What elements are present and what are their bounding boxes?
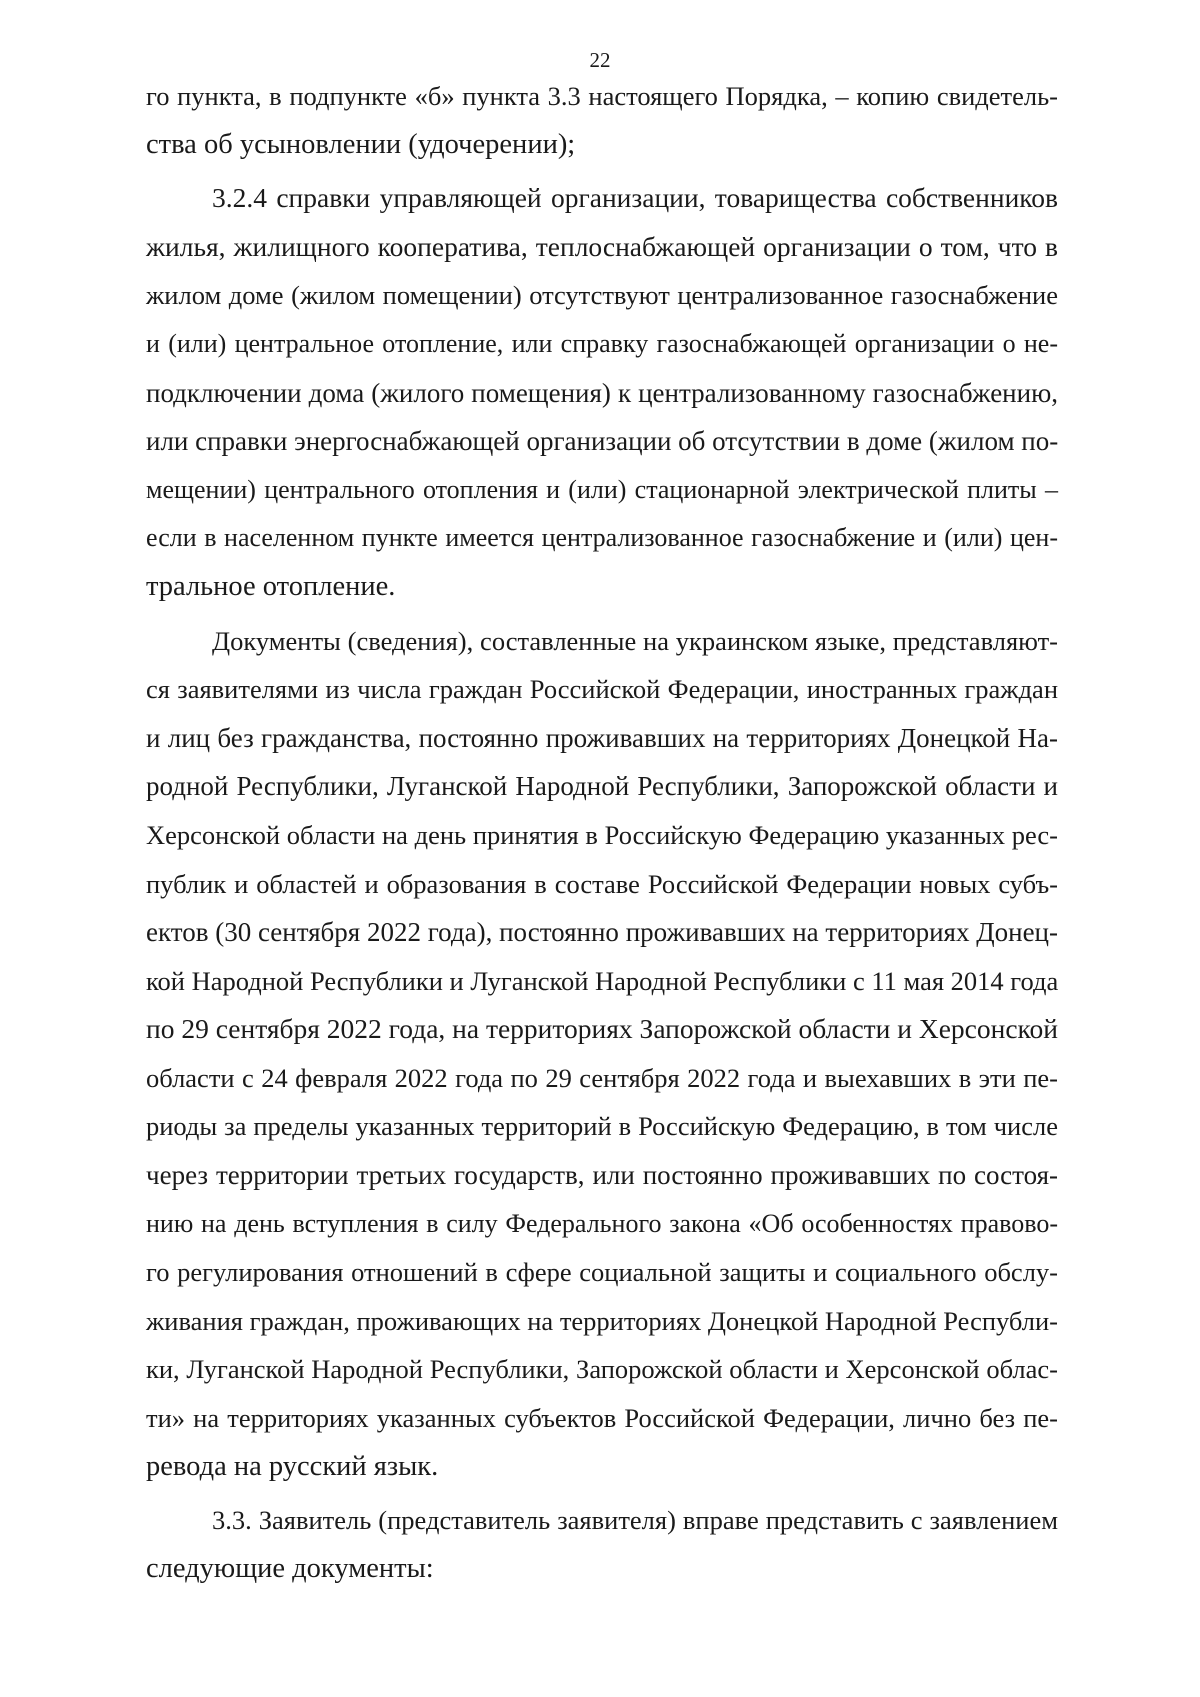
paragraph-3-3: [146, 1496, 1058, 1593]
text-line: ся заявителями из числа граждан Российской Федерации, иностранных граждан: [146, 674, 1058, 705]
text-line: мещении) центрального отопления и (или) стационарной электрической плиты –: [146, 474, 1058, 504]
text-line: жилья, жилищного кооператива, теплоснабжающей организации о том, что в: [146, 230, 1058, 262]
text-line: Херсонской области на день принятия в Российскую Федерацию указанных рес-: [146, 819, 1058, 850]
document-body: [146, 72, 1058, 1593]
text-line: ти» на территориях указанных субъектов Российской Федерации, лично без пе-: [146, 1403, 1058, 1434]
text-line: го пункта, в подпункте «б» пункта 3.3 настоящего Порядка, – копию свидетель-: [146, 81, 1058, 111]
text-line: подключении дома (жилого помещения) к централизованному газоснабжению,: [146, 377, 1058, 408]
text-line: 3.3. Заявитель (представитель заявителя) вправе представить с заявлением: [212, 1505, 1058, 1536]
text-line: публик и областей и образования в составе Российской Федерации новых субъ-: [146, 868, 1058, 899]
text-line: или справки энергоснабжающей организации об отсутствии в доме (жилом по-: [146, 426, 1059, 457]
text-line: через территории третьих государств, или постоянно проживавших по состоя-: [146, 1160, 1058, 1191]
text-line: Документы (сведения), составленные на украинском языке, представляют-: [212, 625, 1058, 656]
text-line: по 29 сентября 2022 года, на территориях Запорожской области и Херсонской: [146, 1013, 1058, 1045]
text-line: го регулирования отношений в сфере социальной защиты и социального обслу-: [146, 1257, 1058, 1288]
text-line: жилом доме (жилом помещении) отсутствуют централизованное газоснабжение: [146, 280, 1058, 311]
text-line: если в населенном пункте имеется централизованное газоснабжение и (или) цен-: [146, 523, 1058, 553]
paragraph-continuation: [146, 72, 1058, 169]
page-number: 22: [589, 48, 611, 72]
text-line: риоды за пределы указанных территорий в Российскую Федерацию, в том числе: [146, 1111, 1058, 1142]
text-line: ки, Луганской Народной Республики, Запорожской области и Херсонской облас-: [146, 1354, 1058, 1385]
text-line: ревода на русский язык.: [146, 1450, 439, 1482]
text-line: ства об усыновлении (удочерении);: [146, 128, 576, 160]
text-line: области с 24 февраля 2022 года по 29 сентября 2022 года и выехавших в эти пе-: [146, 1062, 1058, 1093]
text-line: кой Народной Республики и Луганской Народной Республики с 11 мая 2014 года: [146, 965, 1059, 996]
text-line: и (или) центральное отопление, или справку газоснабжающей организации о не-: [146, 328, 1058, 358]
text-line: и лиц без гражданства, постоянно проживавших на территориях Донецкой На-: [146, 722, 1058, 753]
paragraph-ukrainian-documents: [146, 617, 1058, 1492]
text-line: ектов (30 сентября 2022 года), постоянно проживавших на территориях Донец-: [146, 917, 1058, 948]
text-line: нию на день вступления в силу Федерального закона «Об особенностях правово-: [146, 1208, 1058, 1238]
text-line: родной Республики, Луганской Народной Республики, Запорожской области и: [146, 771, 1058, 802]
text-line: 3.2.4 справки управляющей организации, товарищества собственников: [212, 182, 1058, 214]
paragraph-3-2-4: [146, 174, 1058, 611]
text-line: тральное отопление.: [146, 570, 396, 602]
text-line: следующие документы:: [146, 1552, 434, 1584]
text-line: живания граждан, проживающих на территориях Донецкой Народной Республи-: [146, 1305, 1058, 1336]
